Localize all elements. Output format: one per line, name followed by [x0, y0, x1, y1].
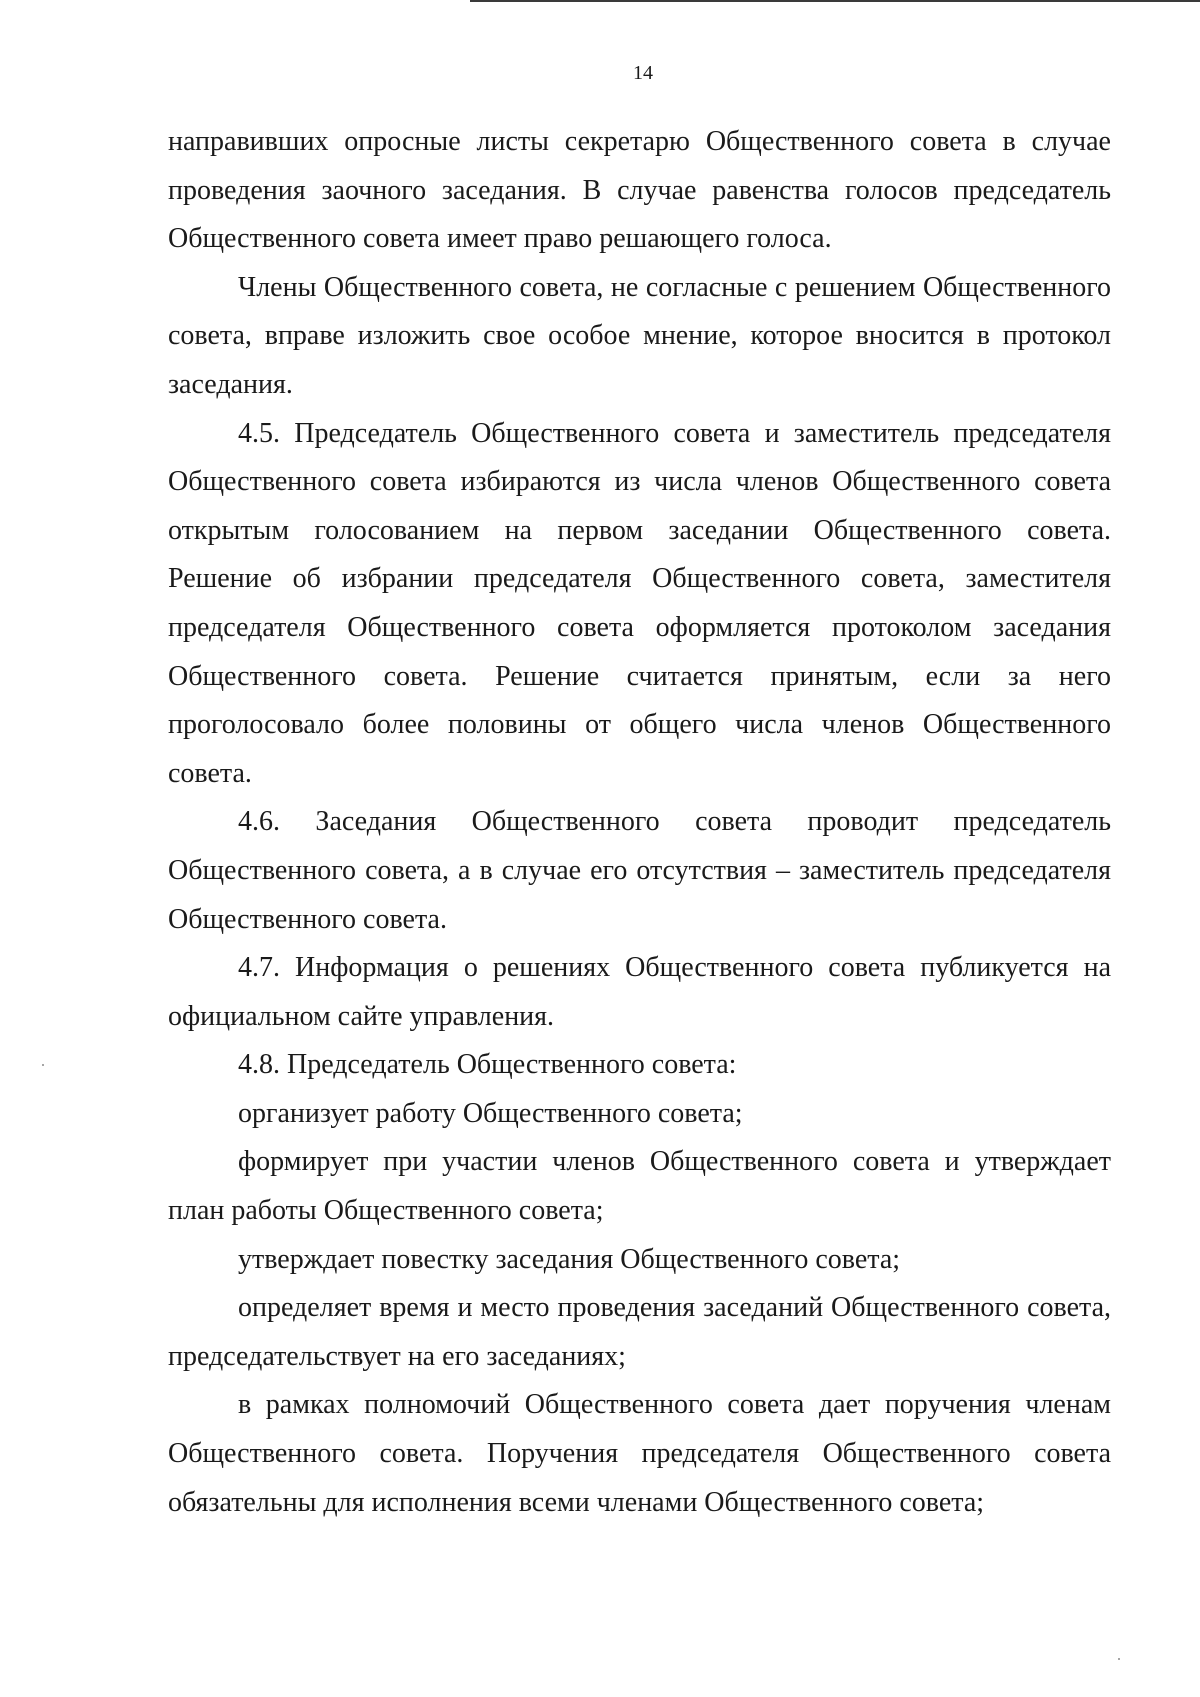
- paragraph-4-6: 4.6. Заседания Общественного совета проводит председатель Общественного совета, а в случае его отсутствия – заместитель председателя Общественного совета.: [168, 806, 1111, 935]
- paragraph: направивших опросные листы секретарю Общественного совета в случае проведения заочного заседания. В случае равенства голосов председатель Общественного совета имеет право решающего голоса.: [168, 126, 1111, 255]
- list-item: в рамках полномочий Общественного совета дает поручения членам Общественного совета. Поручения председателя Общественного совета обязательны для исполнения всеми членами Общественного совета;: [168, 1389, 1111, 1518]
- list-item: организует работу Общественного совета;: [238, 1097, 743, 1129]
- paragraph: Члены Общественного совета, не согласные с решением Общественного совета, вправе изложить свое особое мнение, которое вносится в протокол заседания.: [168, 271, 1111, 400]
- document-body: [168, 118, 1111, 1527]
- paragraph-4-8: 4.8. Председатель Общественного совета:: [238, 1049, 737, 1081]
- list-item: определяет время и место проведения заседаний Общественного совета, председательствует на его заседаниях;: [168, 1292, 1111, 1372]
- list-item: формирует при участии членов Общественного совета и утверждает план работы Общественного совета;: [168, 1146, 1111, 1227]
- list-item: утверждает повестку заседания Общественного совета;: [238, 1243, 901, 1275]
- paragraph-4-7: 4.7. Информация о решениях Общественного совета публикуется на официальном сайте управления.: [168, 952, 1111, 1032]
- paragraph-4-5: 4.5. Председатель Общественного совета и заместитель председателя Общественного совета избираются из числа членов Общественного совета открытым голосованием на первом заседании Общественного совета. Решение об избрании председателя Общественного совета, заместителя председателя Общественного совета оформляется протоколом заседания Общественного совета. Решение считается принятым, если за него проголосовало более половины от общего числа членов Общественного совета.: [168, 417, 1111, 789]
- scan-speck: [1118, 1658, 1120, 1660]
- scan-speck: [42, 1064, 44, 1066]
- scan-edge-top: [470, 0, 1200, 2]
- page-number: 14: [633, 62, 653, 84]
